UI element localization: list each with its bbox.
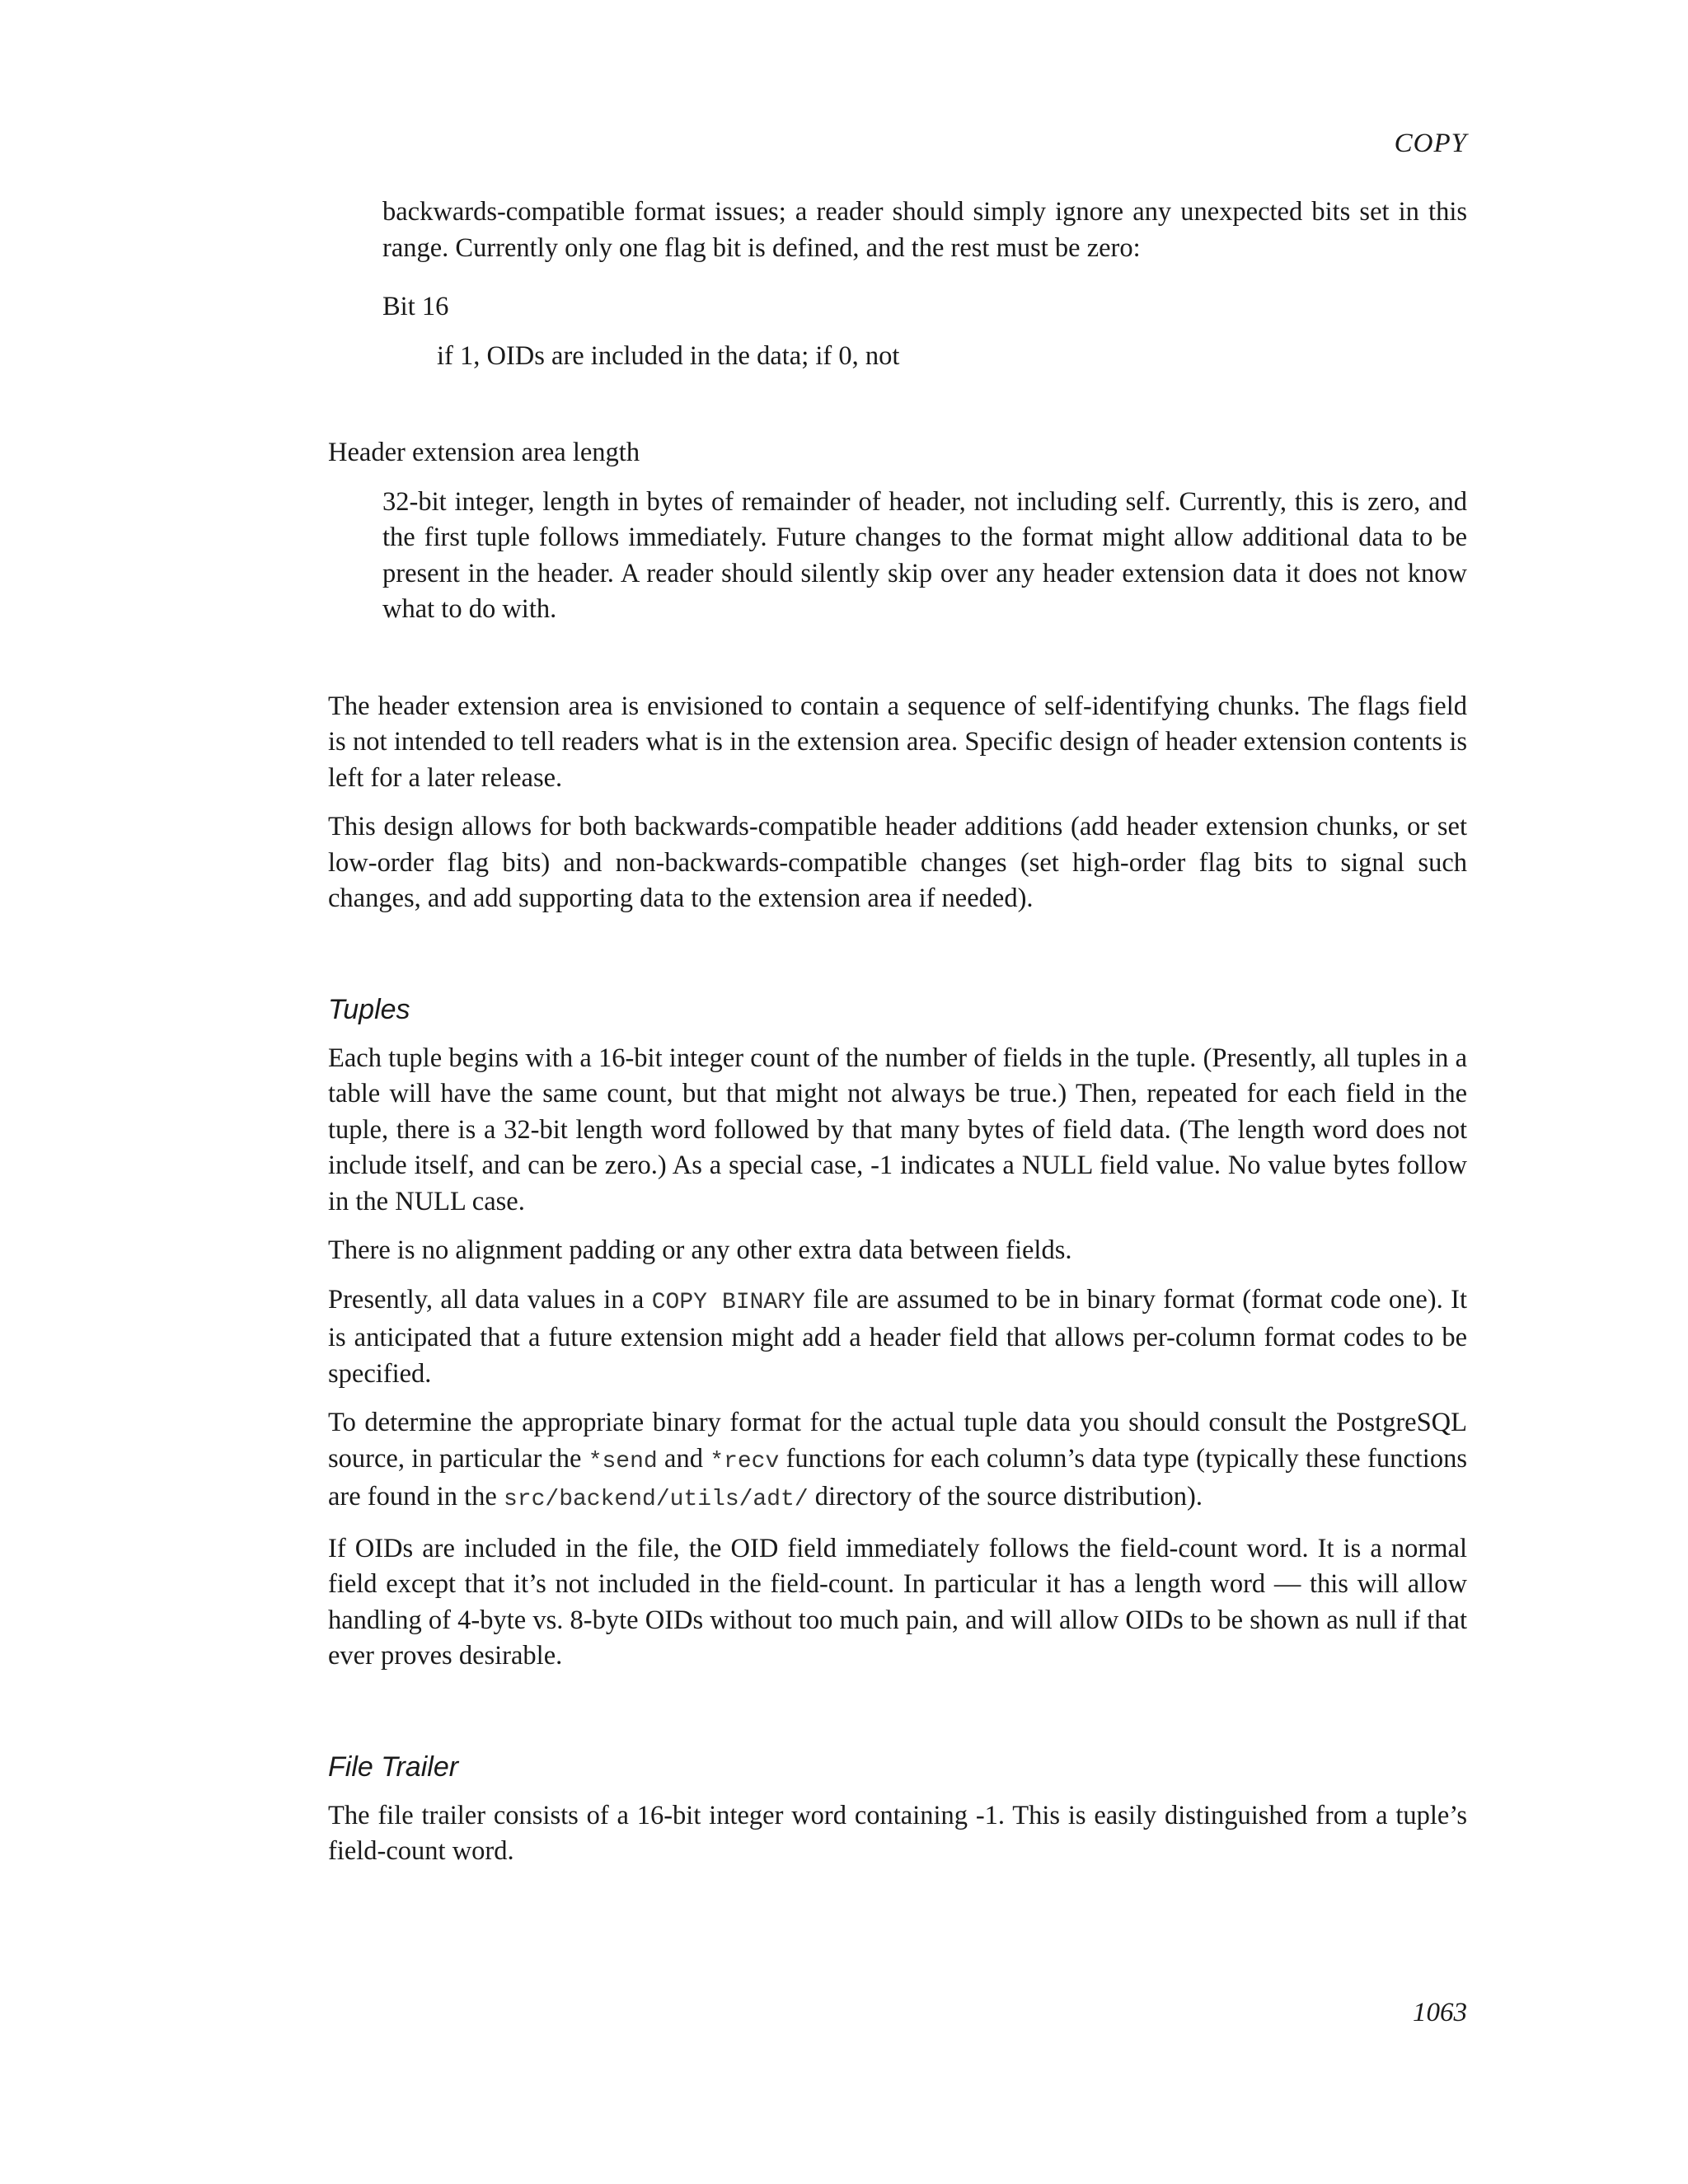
paragraph-tuples-2: There is no alignment padding or any other extra data between fields. [328,1235,1072,1265]
paragraph-tuples-5: If OIDs are included in the file, the OID field immediately follows the field-count word. It is a normal field except that it’s not included in the field-count. In particular it has a length word — this will allow handling of 4-byte vs. 8-byte OIDs without too much pain, and will allow OIDs to be shown as null if that ever proves desirable. [328,1533,1467,1671]
text-run: To determine the appropriate binary format for the actual tuple data you should consult the PostgreSQL source, in particular the [328,1408,1467,1474]
text-run: file are assumed to be in binary format (format code one). It is anticipated that a future extension might add a header field that allows per-column format codes to be specified. [328,1284,1467,1389]
text-run: and [657,1443,710,1474]
def-header-extension-length: 32-bit integer, length in bytes of remainder of header, not including self. Currently, this is zero, and the first tuple follows immediately. Future changes to the format might allow additional data to be present in the header. A reader should silently skip over any header extension data it does not know what to do with. [382,486,1467,624]
running-head: COPY [1394,129,1467,158]
paragraph-design: This design allows for both backwards-compatible header additions (add header extension chunks, or set low-order flag bits) and non-backwards-compatible changes (set high-order flag bits to signal such changes, and add supporting data to the extension area if needed). [328,812,1467,913]
code-copy-binary: COPY BINARY [651,1289,805,1315]
code-recv: *recv [710,1448,780,1474]
section-heading-tuples: Tuples [328,993,410,1025]
term-bit-16: Bit 16 [382,292,449,321]
page-content [328,194,1467,1870]
paragraph-tuples-3 [328,1282,1467,1393]
code-src-path: src/backend/utils/adt/ [503,1487,809,1512]
paragraph-tuples-1: Each tuple begins with a 16-bit integer count of the number of fields in the tuple. (Presently, all tuples in a table will have the same count, but that might not always be true.) Then, repeated for each field in the tuple, there is a 32-bit length word followed by that many bytes of field data. (The length word does not include itself, and can be zero.) As a special case, -1 indicates a NULL field value. No value bytes follow in the NULL case. [328,1043,1467,1216]
page-number: 1063 [1413,1998,1467,2027]
section-heading-file-trailer: File Trailer [328,1750,459,1783]
paragraph-tuples-4 [328,1405,1467,1518]
flags-continuation: backwards-compatible format issues; a reader should simply ignore any unexpected bits set in this range. Currently only one flag bit is defined, and the rest must be zero: [382,197,1467,263]
text-run: Presently, all data values in a [328,1284,652,1315]
paragraph-extension-area: The header extension area is envisioned to contain a sequence of self-identifying chunks. The flags field is not intended to tell readers what is in the extension area. Specific design of header extension contents is left for a later release. [328,691,1467,793]
text-run: directory of the source distribution). [808,1482,1203,1511]
paragraph-file-trailer: The file trailer consists of a 16-bit integer word containing -1. This is easily distinguished from a tuple’s field-count word. [328,1800,1467,1866]
def-bit-16: if 1, OIDs are included in the data; if 0, not [437,340,900,371]
code-send: *send [588,1448,658,1474]
text-run: functions for each column’s data type (typically these functions are found in the [328,1443,1467,1511]
term-header-extension-length: Header extension area length [328,438,640,467]
